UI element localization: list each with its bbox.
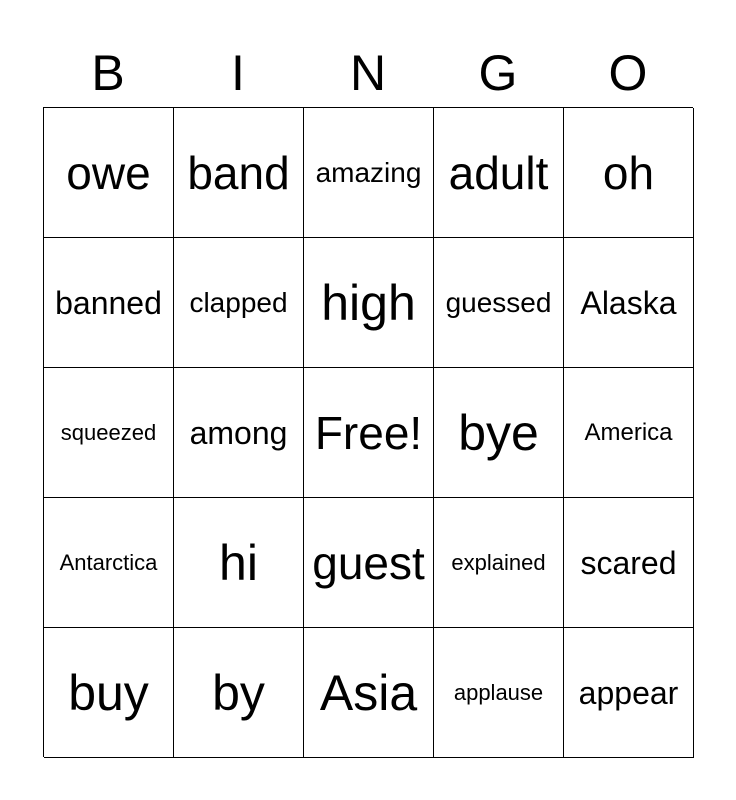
bingo-cell[interactable]: guessed: [434, 238, 564, 368]
bingo-header: [43, 38, 693, 108]
bingo-cell[interactable]: guest: [304, 498, 434, 628]
bingo-cell[interactable]: Asia: [304, 628, 434, 758]
bingo-cell[interactable]: scared: [564, 498, 694, 628]
header-letter-i: I: [231, 45, 245, 101]
bingo-cell[interactable]: band: [174, 108, 304, 238]
header-letter-g: G: [478, 45, 518, 101]
header-letter-n: N: [349, 45, 387, 101]
bingo-cell[interactable]: hi: [174, 498, 304, 628]
bingo-cell[interactable]: squeezed: [44, 368, 174, 498]
bingo-cell[interactable]: clapped: [174, 238, 304, 368]
bingo-cell[interactable]: buy: [44, 628, 174, 758]
bingo-board: [43, 107, 693, 757]
bingo-cell[interactable]: amazing: [304, 108, 434, 238]
bingo-cell[interactable]: explained: [434, 498, 564, 628]
bingo-cell[interactable]: adult: [434, 108, 564, 238]
bingo-cell[interactable]: America: [564, 368, 694, 498]
bingo-cell[interactable]: oh: [564, 108, 694, 238]
bingo-cell[interactable]: high: [304, 238, 434, 368]
bingo-cell[interactable]: applause: [434, 628, 564, 758]
bingo-cell[interactable]: owe: [44, 108, 174, 238]
bingo-cell[interactable]: Antarctica: [44, 498, 174, 628]
bingo-cell[interactable]: appear: [564, 628, 694, 758]
bingo-cell[interactable]: by: [174, 628, 304, 758]
header-letter-o: O: [608, 45, 648, 101]
free-space-cell[interactable]: Free!: [304, 368, 434, 498]
bingo-cell[interactable]: Alaska: [564, 238, 694, 368]
bingo-cell[interactable]: banned: [44, 238, 174, 368]
header-letter-b: B: [91, 45, 125, 101]
bingo-cell[interactable]: among: [174, 368, 304, 498]
bingo-cell[interactable]: bye: [434, 368, 564, 498]
